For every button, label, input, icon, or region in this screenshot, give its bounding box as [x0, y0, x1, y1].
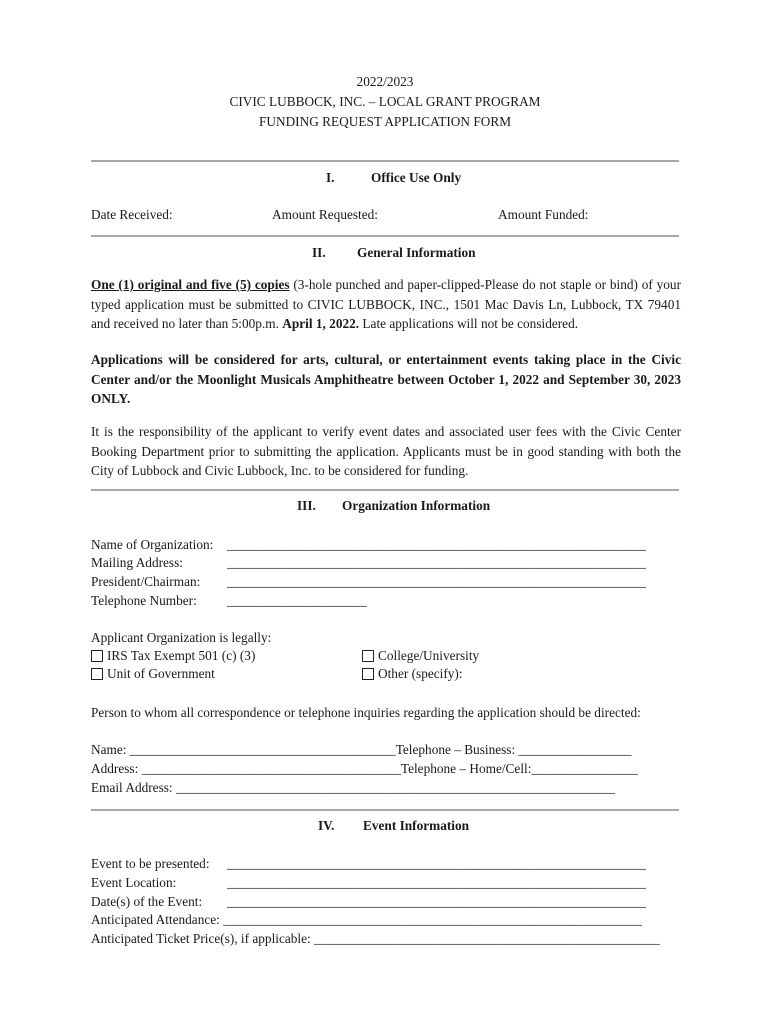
ticket-price-line[interactable]: Anticipated Ticket Price(s), if applicable: ____________________________________________________ [91, 931, 660, 946]
telephone-label: Telephone Number: [91, 593, 197, 608]
organization-title: CIVIC LUBBOCK, INC. – LOCAL GRANT PROGRAM [229, 94, 541, 109]
event-location-label: Event Location: [91, 875, 177, 890]
section-number: II. [312, 245, 326, 260]
form-year: 2022/2023 [356, 74, 414, 89]
option-other-label: Other (specify): [378, 666, 463, 681]
option-college-label: College/University [378, 648, 480, 663]
section-number: III. [297, 498, 316, 513]
attendance-line[interactable]: Anticipated Attendance: _______________________________________________________________ [91, 912, 643, 927]
section-divider [91, 489, 679, 491]
event-location-field[interactable]: _______________________________________________________________ [227, 875, 646, 890]
event-dates-field[interactable]: _______________________________________________________________ [227, 894, 646, 909]
correspondence-instruction: Person to whom all correspondence or telephone inquiries regarding the application should be directed: [91, 705, 641, 720]
legal-status-label: Applicant Organization is legally: [91, 630, 272, 645]
date-received-label: Date Received: [91, 207, 173, 222]
org-name-label: Name of Organization: [91, 537, 214, 552]
option-other[interactable] [362, 666, 463, 682]
contact-email-line[interactable]: Email Address: __________________________________________________________________ [91, 780, 615, 795]
contact-name-line[interactable]: Name: ________________________________________Telephone – Business: _________________ [91, 742, 632, 757]
checkbox-other[interactable] [362, 668, 374, 680]
checkbox-irs[interactable] [91, 650, 103, 662]
event-label: Event to be presented: [91, 856, 210, 871]
option-government-label: Unit of Government [107, 666, 215, 681]
checkbox-government[interactable] [91, 668, 103, 680]
copies-requirement: One (1) original and five (5) copies [91, 277, 290, 292]
submission-text: (3-hole punched and paper-clipped-Please do not staple or bind) of your typed application must be submitted to CIVIC LUBBOCK, INC., 1501 Mac Davis Ln, Lubbock, TX 79401 and received no later than 5:00p.m. [91, 277, 681, 331]
mailing-address-field[interactable]: _______________________________________________________________ [227, 555, 646, 570]
responsibility-notice: It is the responsibility of the applicant to verify event dates and associated user fees with the Civic Center Booking Department prior to submitting the application. Applicants must be in good standing with both the City of Lubbock and Civic Lubbock, Inc. to be considered for funding. [91, 424, 681, 478]
option-college[interactable] [362, 648, 479, 664]
contact-address-line[interactable]: Address: _______________________________________Telephone – Home/Cell:________________ [91, 761, 638, 776]
amount-funded-label: Amount Funded: [498, 207, 589, 222]
eligibility-notice: Applications will be considered for arts, cultural, or entertainment events taking place in the Civic Center and/or the Moonlight Musicals Amphitheatre between October 1, 2022 and September 30, 2023 ONLY. [91, 352, 681, 406]
deadline-date: April 1, 2022. [282, 316, 360, 331]
mailing-address-label: Mailing Address: [91, 555, 183, 570]
section-divider [91, 160, 679, 162]
section-title: General Information [357, 245, 476, 260]
section-divider [91, 235, 679, 237]
option-government[interactable] [91, 666, 215, 682]
option-irs[interactable] [91, 648, 255, 664]
option-irs-label: IRS Tax Exempt 501 (c) (3) [107, 648, 256, 663]
president-label: President/Chairman: [91, 574, 201, 589]
section-title: Event Information [363, 818, 470, 833]
section-divider [91, 809, 679, 811]
event-field[interactable]: _______________________________________________________________ [227, 856, 646, 871]
form-title: FUNDING REQUEST APPLICATION FORM [258, 114, 512, 129]
late-notice: Late applications will not be considered. [359, 316, 579, 331]
event-dates-label: Date(s) of the Event: [91, 894, 203, 909]
telephone-field[interactable]: _____________________ [227, 593, 367, 608]
section-title: Organization Information [342, 498, 491, 513]
section-number: I. [326, 170, 335, 185]
submission-instructions [91, 275, 681, 334]
org-name-field[interactable]: _______________________________________________________________ [227, 537, 646, 552]
section-number: IV. [318, 818, 335, 833]
section-title: Office Use Only [371, 170, 462, 185]
amount-requested-label: Amount Requested: [272, 207, 378, 222]
checkbox-college[interactable] [362, 650, 374, 662]
president-field[interactable]: _______________________________________________________________ [227, 574, 646, 589]
